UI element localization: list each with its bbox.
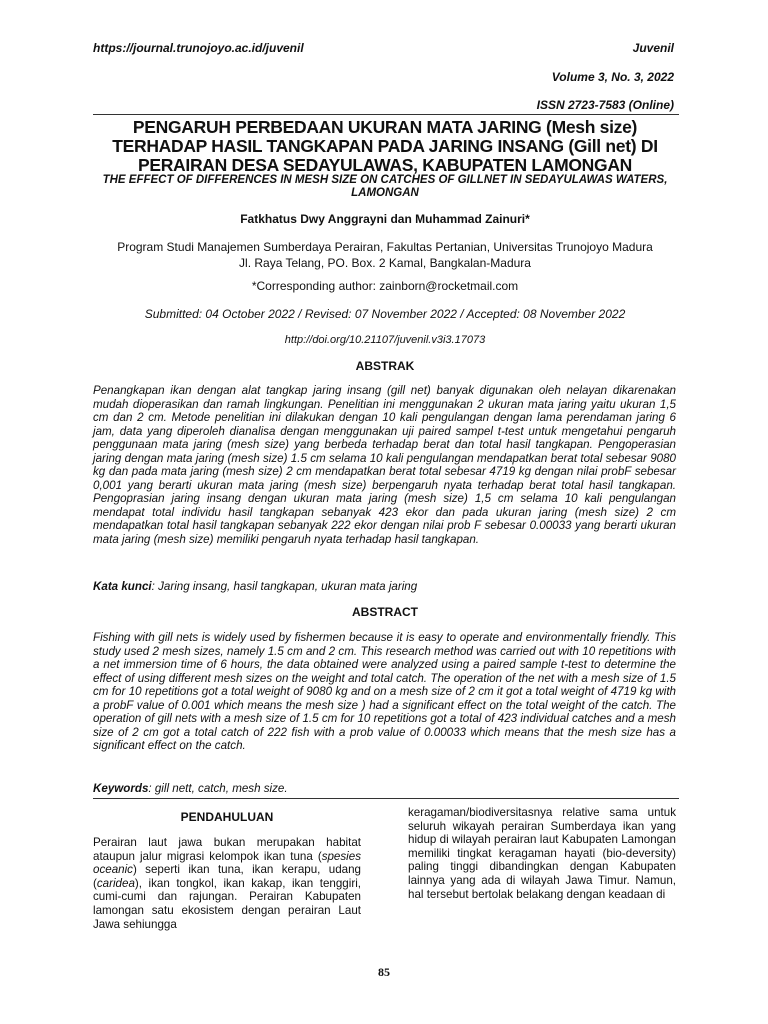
kata-kunci-label: Kata kunci <box>93 580 152 593</box>
intro-left-text-2: ) seperti ikan tuna, ikan kerapu, udang ( <box>93 863 361 890</box>
kata-kunci <box>93 580 676 593</box>
abstract-heading: ABSTRACT <box>352 605 418 619</box>
abstrak-text: Penangkapan ikan dengan alat tangkap jaring insang (gill net) banyak digunakan oleh nelayan dikarenakan mudah dioperasikan dan ramah lingkungan. Penelitian ini menggunakan 2 ukuran mata jaring yaitu ukuran 1,5 cm dan 2 cm. Metode penelitian ini dilakukan dengan 10 kali pengulangan dengan lama perendaman jaring 6 jam, data yang diperoleh dianalisa dengan menggunakan uji paired sampel t-test untuk mengetahui pengaruh penggunaan mata jaring (mesh size) yang berbeda terhadap berat dan total hasil tangkapan. Pengoperasian jaring dengan mata jaring (mesh size) 1.5 cm selama 10 kali pengulangan mendapatkan berat total sebesar 9080 kg dan pada mata jaring (mesh size) 2 cm mendapatkan berat total sebesar 4719 kg dengan nilai probF sebesar 0,001 yang berarti ukuran mata jaring (mesh size) berpengaruh nyata terhadap berat total hasil tangkapan. Pengoprasian jaring insang dengan ukuran mata jaring (mesh size) 1,5 cm selama 10 kali pengulangan mendapat total individu hasil tangkapan sebanyak 423 ekor dan pada ukuran jaring (mesh size) 2 cm mendapatkan total hasil tangkapan sebanyak 222 ekor dengan nilai prob F sebesar 0.00033 yang berarti ukuran mata jaring (mesh size) memiliki pengaruh nyata terhadap hasil tangkapan. <box>93 384 676 547</box>
intro-left-column <box>93 836 361 931</box>
journal-url[interactable]: https://journal.trunojoyo.ac.id/juvenil <box>93 41 304 55</box>
page-number: 85 <box>378 965 390 979</box>
affiliation-line-1: Program Studi Manajemen Sumberdaya Perairan, Fakultas Pertanian, Universitas Trunojoyo Madura <box>117 240 653 254</box>
journal-name: Juvenil <box>632 41 674 55</box>
corresponding-author: *Corresponding author: zainborn@rocketmail.com <box>251 279 519 293</box>
intro-left-text-1: Perairan laut jawa bukan merupakan habitat ataupun jalur migrasi kelompok ikan tuna ( <box>93 836 361 863</box>
doi-link[interactable]: http://doi.org/10.21107/juvenil.v3i3.17073 <box>284 334 486 346</box>
intro-left-text-3: ), ikan tongkol, ikan kakap, ikan tenggiri, cumi-cumi dan rajungan. Perairan Kabupaten lamongan satu ekosistem dengan perairan Laut Jawa sehiungga <box>93 876 361 931</box>
issn: ISSN 2723-7583 (Online) <box>536 98 674 112</box>
abstract-rule <box>93 798 679 799</box>
affiliation-line-2: Jl. Raya Telang, PO. Box. 2 Kamal, Bangkalan-Madura <box>239 256 531 270</box>
intro-left-italic-1: spesies oceanic <box>93 849 361 877</box>
header-rule <box>93 114 679 115</box>
article-title: PENGARUH PERBEDAAN UKURAN MATA JARING (Mesh size) TERHADAP HASIL TANGKAPAN PADA JARING INSANG (Gill net) DI PERAIRAN DESA SEDAYULAWAS, KABUPATEN LAMONGAN <box>112 117 658 175</box>
abstract-text: Fishing with gill nets is widely used by fishermen because it is easy to operate and environmentally friendly. This study used 2 mesh sizes, namely 1.5 cm and 2 cm. This research method was carried out with 10 repetitions with a net immersion time of 6 hours, the data obtained were analyzed using a paired sample t-test to determine the effect of using different mesh sizes on the weight and total catch. The operation of the net with a mesh size of 1.5 cm for 10 repetitions got a total weight of 9080 kg and on a mesh size of 2 cm it got a total weight of 4719 kg with a probF value of 0.001 which means the mesh size ) had a significant effect on the total weight of the catch. The operation of gill nets with a mesh size of 1.5 cm for 10 repetitions got a total of 423 individual catches and a mesh size of 2 cm got a total catch of 222 fish with a prob value of 0.00033 which means that the mesh size has a significant effect on the catch. <box>93 631 676 753</box>
keywords-text: : gill nett, catch, mesh size. <box>148 782 288 795</box>
intro-right-column: keragaman/biodiversitasnya relative sama untuk seluruh wikayah perairan Sumberdaya ikan yang hidup di wilayah perairan laut Kabupaten Lamongan memiliki tingkat keragaman hayati (bio-deversity) paling tinggi dibandingkan dengan Kabupaten lainnya yang ada di wilayah Jawa Timur. Namun, hal tersebut bertolak belakang dengan keadaan di <box>408 806 676 901</box>
affiliation <box>90 239 680 271</box>
pendahuluan-heading: PENDAHULUAN <box>180 810 274 824</box>
keywords-label: Keywords <box>93 782 149 795</box>
authors: Fatkhatus Dwy Anggrayni dan Muhammad Zainuri* <box>240 212 530 226</box>
volume-info: Volume 3, No. 3, 2022 <box>551 70 674 84</box>
keywords <box>93 782 676 795</box>
article-title-english: THE EFFECT OF DIFFERENCES IN MESH SIZE ON CATCHES OF GILLNET IN SEDAYULAWAS WATERS, LAMONGAN <box>102 174 668 199</box>
submission-dates: Submitted: 04 October 2022 / Revised: 07 November 2022 / Accepted: 08 November 2022 <box>144 307 626 321</box>
kata-kunci-text: : Jaring insang, hasil tangkapan, ukuran mata jaring <box>151 580 418 593</box>
intro-left-italic-2: caridea <box>96 876 135 890</box>
abstrak-heading: ABSTRAK <box>355 359 415 373</box>
